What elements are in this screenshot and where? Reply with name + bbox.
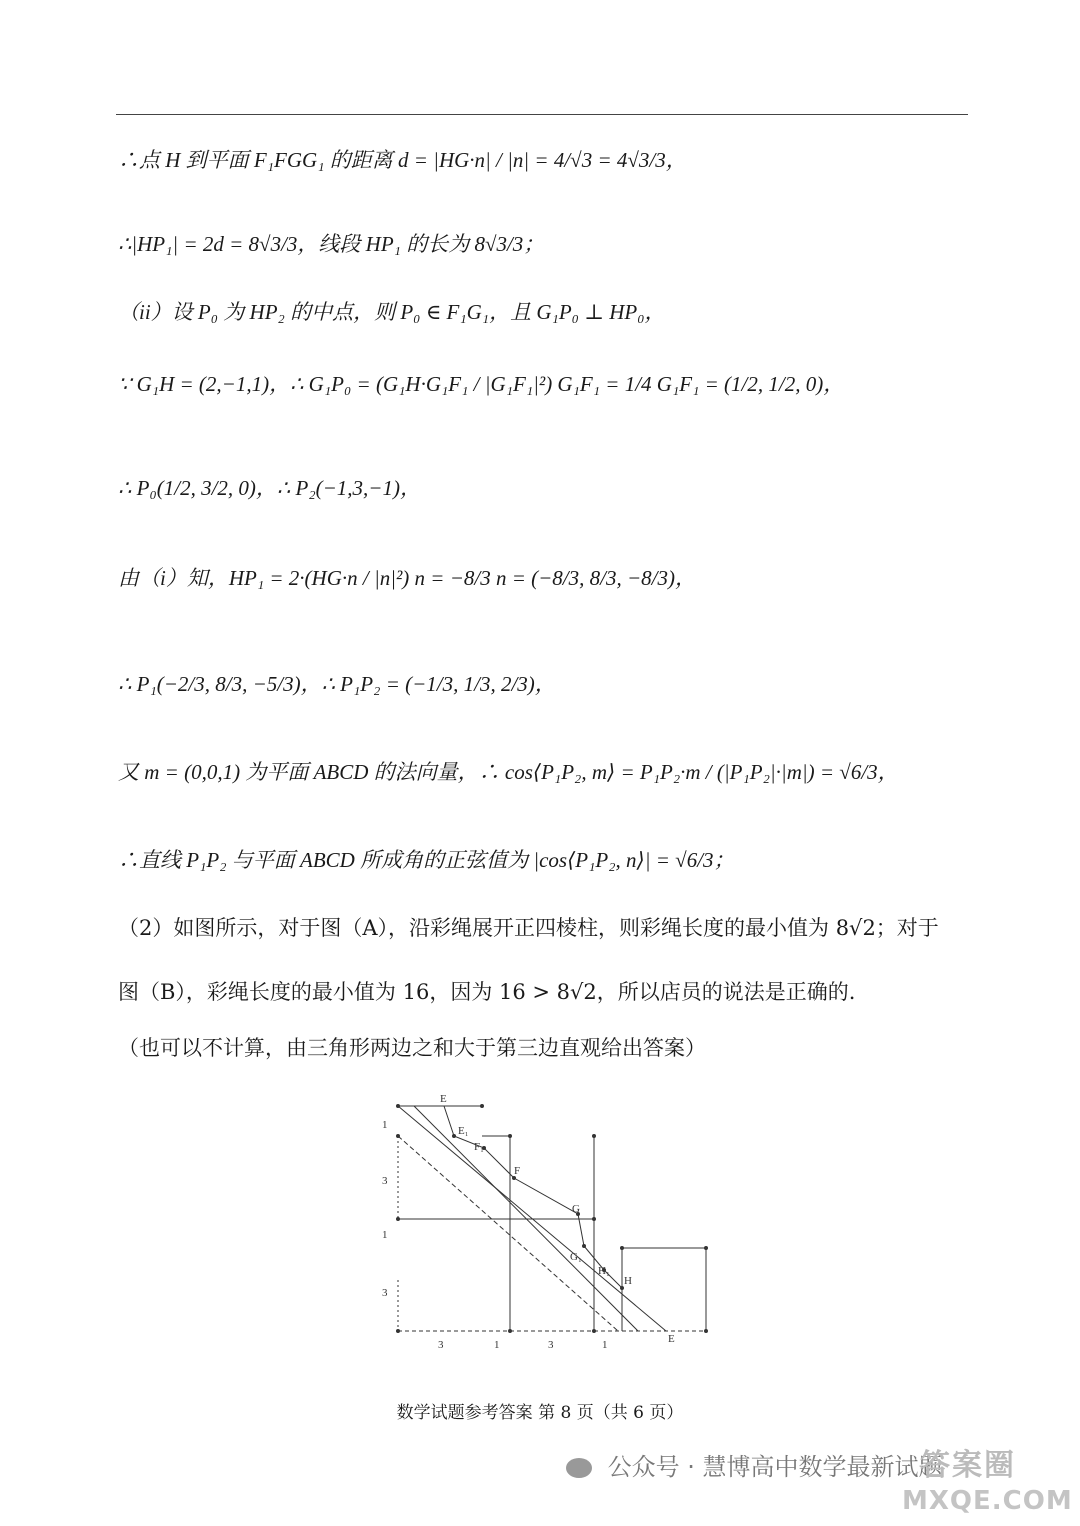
side-label-1b: 1	[382, 1229, 388, 1241]
side-label-3b: 3	[382, 1287, 388, 1299]
solution-line-9: ∴直线 P₁P₂ 与平面 ABCD 所成角的正弦值为 |cos⟨P₁P₂, n⟩| = √6/3；	[118, 848, 735, 872]
watermark-site: MXQE.COM	[902, 1486, 1073, 1516]
bottom-label-3b: 3	[548, 1339, 554, 1351]
bottom-label-1a: 1	[494, 1339, 500, 1351]
label-E-top: E	[440, 1093, 447, 1105]
watermark-text	[566, 1447, 943, 1482]
label-F1: F₁	[474, 1141, 484, 1153]
wechat-icon	[566, 1458, 592, 1478]
label-G1: G₁	[570, 1251, 582, 1263]
solution-line-5: ∴ P₀(1/2, 3/2, 0)，∴ P₂(−1,3,−1)，	[118, 476, 421, 500]
solution-line-12: （也可以不计算，由三角形两边之和大于第三边直观给出答案）	[118, 1036, 706, 1060]
label-H1: H₁	[598, 1265, 610, 1277]
solution-line-10: （2）如图所示，对于图（A），沿彩绳展开正四棱柱，则彩绳长度的最小值为 8√2；对于	[118, 916, 939, 940]
solution-line-7: ∴ P₁(−2/3, 8/3, −5/3)，∴ P₁P₂ = (−1/3, 1/3, 2/3)，	[118, 672, 556, 696]
solution-line-11: 图（B），彩绳长度的最小值为 16，因为 16 > 8√2，所以店员的说法是正确的.	[118, 980, 856, 1004]
unfolded-prism-figure	[366, 1090, 716, 1360]
label-F: F	[514, 1165, 521, 1177]
solution-line-8: 又 m = (0,0,1) 为平面 ABCD 的法向量，∴ cos⟨P₁P₂, m⟩ = P₁P₂·m / (|P₁P₂|·|m|) = √6/3，	[118, 760, 899, 784]
label-H: H	[624, 1275, 632, 1287]
solution-line-3: （ii）设 P₀ 为 HP₂ 的中点，则 P₀ ∈ F₁G₁，且 G₁P₀ ⊥ HP₀，	[118, 300, 666, 324]
watermark-label: 公众号 · 慧博高中数学最新试题	[607, 1453, 943, 1481]
header-rule	[116, 114, 968, 115]
bottom-label-3a: 3	[438, 1339, 444, 1351]
solution-line-4: ∵ G₁H = (2,−1,1)，∴ G₁P₀ = (G₁H·G₁F₁ / |G₁F₁|²) G₁F₁ = 1/4 G₁F₁ = (1/2, 1/2, 0)，	[118, 372, 845, 396]
page-footer: 数学试题参考答案 第 8 页（共 6 页）	[396, 1403, 684, 1423]
side-label-3a: 3	[382, 1175, 388, 1187]
label-E1: E₁	[458, 1125, 469, 1137]
label-G: G	[572, 1203, 580, 1215]
side-label-1a: 1	[382, 1119, 388, 1131]
bottom-label-1b: 1	[602, 1339, 608, 1351]
solution-line-1: ∴点 H 到平面 F₁FGG₁ 的距离 d = |HG·n| / |n| = 4/√3 = 4√3/3，	[118, 148, 687, 172]
solution-line-6: 由（i）知，HP₁ = 2·(HG·n / |n|²) n = −8/3 n = (−8/3, 8/3, −8/3)，	[118, 566, 696, 590]
solution-line-2: ∴|HP₁| = 2d = 8√3/3，线段 HP₁ 的长为 8√3/3；	[118, 232, 545, 256]
label-E-bottom: E	[668, 1333, 675, 1345]
watermark-logo: 答案圈	[920, 1448, 1016, 1483]
